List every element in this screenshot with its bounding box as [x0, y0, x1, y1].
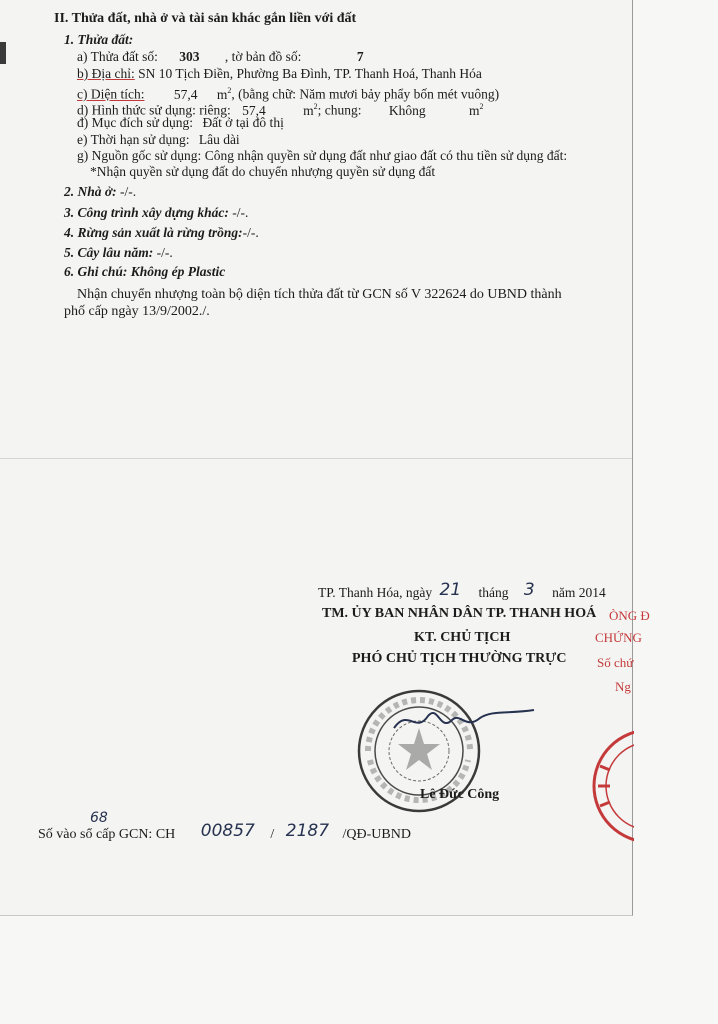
usage-form-line: d) Hình thức sử dụng: riêng: 57,4 $m^2$; chung: Không $m^2$ [77, 102, 484, 118]
origin-line: g) Nguồn gốc sử dụng: Công nhận quyền sử dụng đất như giao đất có thu tiền sử dụng đất: [77, 148, 568, 163]
purpose-line: đ) Mục đích sử dụng: Đất ở tại đô thị [77, 115, 284, 130]
signing-org: TM. ỦY BAN NHÂN DÂN TP. THANH HOÁ [322, 606, 597, 621]
item-other-construction: 3. Công trình xây dựng khác: -/-. [64, 205, 249, 220]
origin-value: Công nhận quyền sử dụng đất như giao đất có thu tiền sử dụng đất: [204, 148, 568, 163]
duration-value: Lâu dài [198, 132, 240, 147]
fold-line [0, 458, 632, 459]
cut-stamp-line-4: Ng [615, 679, 631, 694]
area-words: , (bằng chữ: Năm mươi bảy phẩy bốn mét vuông) [231, 86, 500, 102]
cut-stamp-line-1: ÒNG Đ [609, 608, 650, 623]
sheet-number: 7 [356, 49, 364, 64]
parcel-number: 303 [179, 49, 200, 64]
scan-edge-mark [0, 42, 6, 64]
parcel-line: a) Thửa đất số: 303 , tờ bản đồ số: 7 [77, 49, 364, 64]
day-handwritten: 21 [439, 580, 462, 600]
section-title: II. Thửa đất, nhà ở và tài sản khác gắn liền với đất [54, 11, 357, 26]
purpose-value: Đất ở tại đô thị [202, 115, 284, 130]
cut-stamp-line-3: Số chứ [597, 655, 634, 670]
item-perennial-trees: 5. Cây lâu năm: -/-. [64, 245, 173, 260]
red-seal-partial [588, 726, 634, 846]
signer-name: Lê Đức Công [420, 787, 500, 802]
registry-hand-mark: 68 [90, 810, 108, 826]
item-plantation-forest: 4. Rừng sản xuất là rừng trồng:-/-. [64, 225, 259, 240]
registry-line: Số vào sổ cấp GCN: CH 00857 / 2187 /QĐ-UBND [38, 821, 411, 842]
private-area: 57,4 [242, 102, 266, 118]
area-line: c) Diện tích: 57,4 $m^2$, (bằng chữ: Năm mươi bảy phẩy bốn mét vuông) [77, 86, 500, 102]
origin-extra: *Nhận quyền sử dụng đất do chuyển nhượng quyền sử dụng đất [90, 164, 436, 179]
land-heading: 1. Thửa đất: [64, 32, 134, 47]
note-line-1: Nhận chuyển nhượng toàn bộ diện tích thửa đất từ GCN số V 322624 do UBND thành [77, 287, 562, 302]
registry-number-handwritten: 00857 [200, 821, 255, 841]
address-value: SN 10 Tịch Điền, Phường Ba Đình, TP. Thanh Hoá, Thanh Hóa [138, 66, 482, 81]
date-line: TP. Thanh Hóa, ngày 21 tháng 3 năm 2014 [318, 580, 606, 600]
cut-stamp-line-2: CHỨNG [595, 630, 642, 645]
item-house: 2. Nhà ở: -/-. [64, 184, 137, 199]
month-handwritten: 3 [523, 580, 535, 600]
duration-line: e) Thời hạn sử dụng: Lâu dài [77, 132, 240, 147]
signature-scribble [388, 700, 538, 740]
signing-role-2: PHÓ CHỦ TỊCH THƯỜNG TRỰC [352, 651, 567, 666]
area-value: 57,4 [173, 86, 198, 102]
signing-role-1: KT. CHỦ TỊCH [414, 630, 511, 645]
item-note: 6. Ghi chú: Không ép Plastic [64, 264, 226, 279]
registry-number-2-handwritten: 2187 [285, 821, 330, 841]
address-line: b) Địa chỉ: SN 10 Tịch Điền, Phường Ba Đình, TP. Thanh Hoá, Thanh Hóa [77, 66, 482, 81]
note-line-2: phố cấp ngày 13/9/2002./. [64, 304, 210, 319]
shared-area: Không [388, 102, 426, 118]
